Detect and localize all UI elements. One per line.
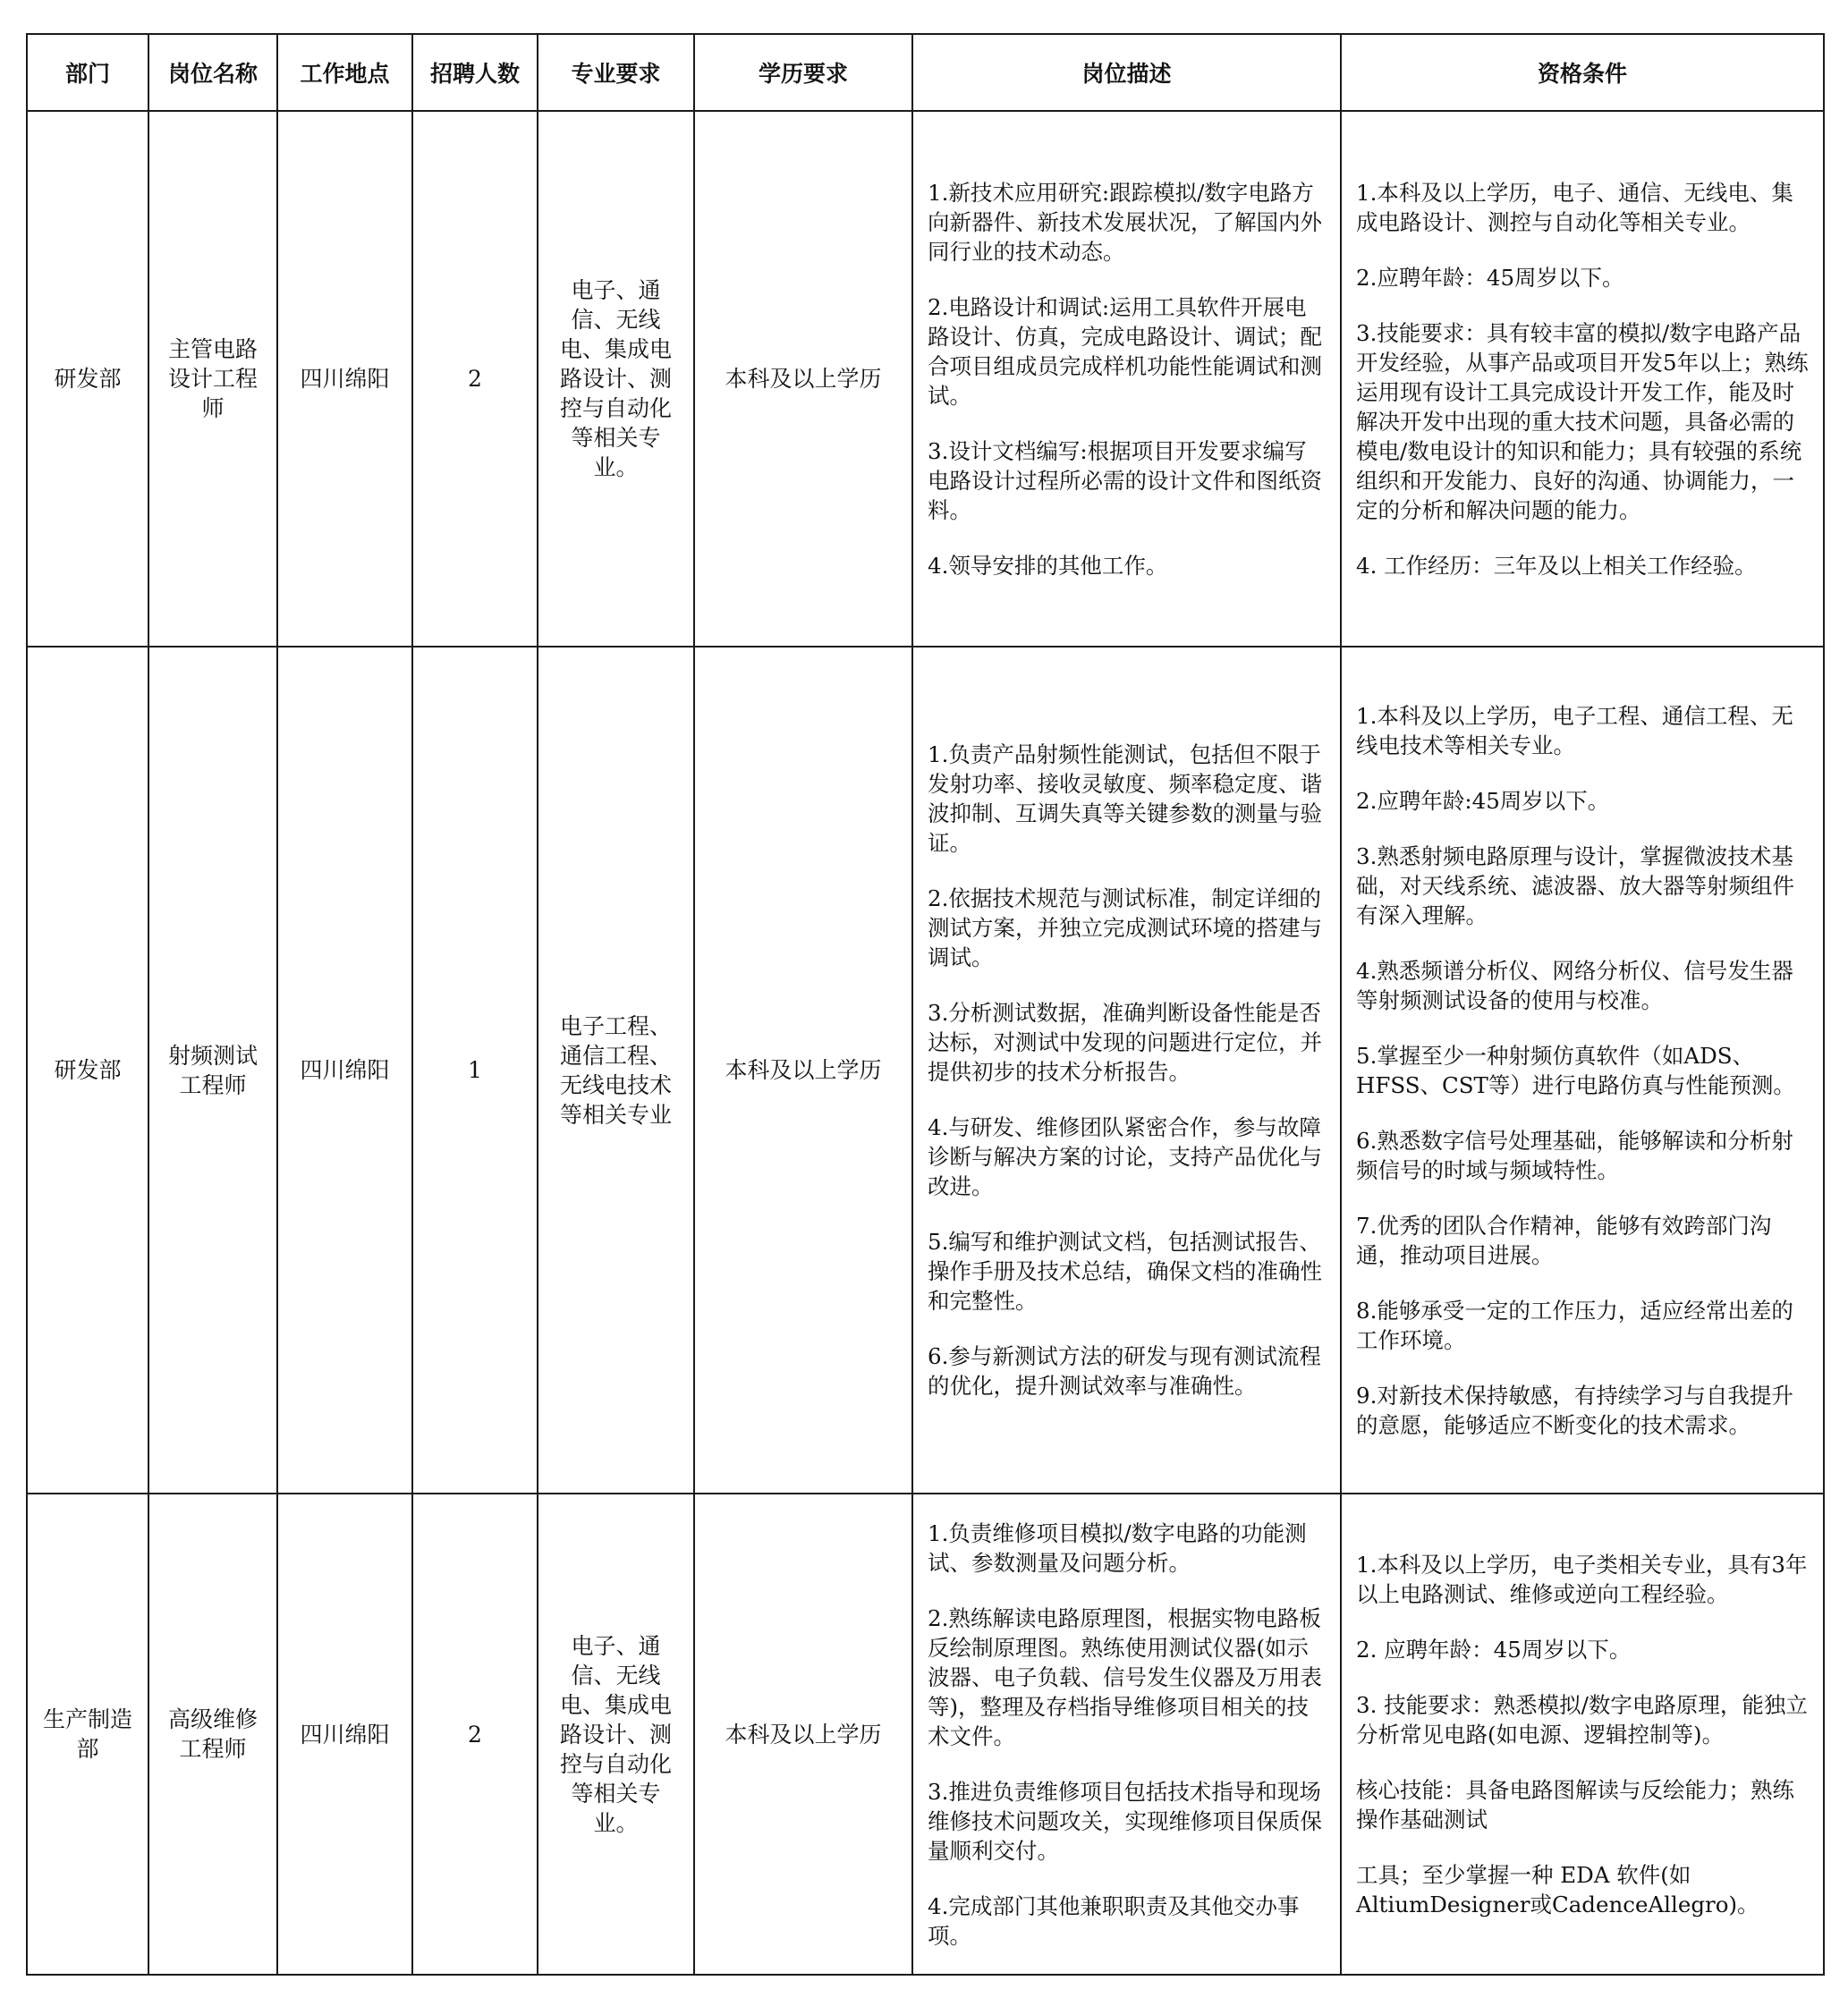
description-cell	[912, 111, 1341, 647]
qualification-item: 1.本科及以上学历，电子类相关专业，具有3年以上电路测试、维修或逆向工程经验。	[1356, 1551, 1808, 1607]
qualification-item: 5.掌握至少一种射频仿真软件（如ADS、HFSS、CST等）进行电路仿真与性能预测。	[1356, 1042, 1795, 1098]
headcount-cell: 2	[412, 111, 538, 647]
department-cell: 研发部	[27, 647, 148, 1494]
qualification-item: 9.对新技术保持敏感，有持续学习与自我提升的意愿，能够适应不断变化的技术需求。	[1356, 1382, 1793, 1438]
qualification-item: 6.熟悉数字信号处理基础，能够解读和分析射频信号的时域与频域特性。	[1356, 1127, 1793, 1183]
qualification-item: 核心技能：具备电路图解读与反绘能力；熟练操作基础测试	[1356, 1776, 1794, 1832]
major-cell: 电子、通信、无线电、集成电路设计、测控与自动化等相关专业。	[538, 1494, 694, 1975]
description-cell	[912, 647, 1341, 1494]
table-row	[27, 647, 1824, 1494]
qualification-item: 8.能够承受一定的工作压力，适应经常出差的工作环境。	[1356, 1297, 1793, 1353]
description-item: 2.电路设计和调试:运用工具软件开展电路设计、仿真，完成电路设计、调试；配合项目组成员完成样机功能性能调试和测试。	[928, 293, 1322, 409]
qualification-item: 3. 技能要求：熟悉模拟/数字电路原理，能独立分析常见电路(如电源、逻辑控制等)。	[1356, 1691, 1808, 1748]
table-row	[27, 111, 1824, 647]
qualification-item: 工具；至少掌握一种 EDA 软件(如AltiumDesigner或CadenceAllegro)。	[1356, 1861, 1759, 1917]
location-cell: 四川绵阳	[277, 111, 412, 647]
description-item: 4.领导安排的其他工作。	[928, 552, 1168, 579]
description-item: 1.新技术应用研究:跟踪模拟/数字电路方向新器件、新技术发展状况，了解国内外同行业的技术动态。	[928, 179, 1322, 265]
education-cell: 本科及以上学历	[694, 647, 912, 1494]
position-cell: 主管电路设计工程师	[148, 111, 277, 647]
headcount-cell: 1	[412, 647, 538, 1494]
description-item: 6.参与新测试方法的研发与现有测试流程的优化，提升测试效率与准确性。	[928, 1343, 1321, 1399]
qualification-item: 2.应聘年龄：45周岁以下。	[1356, 264, 1624, 291]
qualification-item: 2.应聘年龄:45周岁以下。	[1356, 787, 1610, 814]
table-row	[27, 1494, 1824, 1975]
qualification-item: 1.本科及以上学历，电子工程、通信工程、无线电技术等相关专业。	[1356, 702, 1793, 758]
description-item: 2.熟练解读电路原理图，根据实物电路板反绘制原理图。熟练使用测试仪器(如示波器、电子负载、信号发生仪器及万用表等)，整理及存档指导维修项目相关的技术文件。	[928, 1604, 1322, 1749]
description-cell	[912, 1494, 1341, 1975]
headcount-cell: 2	[412, 1494, 538, 1975]
header-major: 专业要求	[538, 34, 694, 111]
header-headcount: 招聘人数	[412, 34, 538, 111]
header-qualifications: 资格条件	[1341, 34, 1824, 111]
description-item: 1.负责产品射频性能测试，包括但不限于发射功率、接收灵敏度、频率稳定度、谐波抑制、互调失真等关键参数的测量与验证。	[928, 741, 1322, 856]
location-cell: 四川绵阳	[277, 1494, 412, 1975]
qualifications-cell	[1341, 1494, 1824, 1975]
description-item: 3.分析测试数据，准确判断设备性能是否达标，对测试中发现的问题进行定位，并提供初步的技术分析报告。	[928, 1000, 1322, 1085]
description-item: 2.依据技术规范与测试标准，制定详细的测试方案，并独立完成测试环境的搭建与调试。	[928, 885, 1322, 970]
header-description: 岗位描述	[912, 34, 1341, 111]
description-item: 3.推进负责维修项目包括技术指导和现场维修技术问题攻关，实现维修项目保质保量顺利交付。	[928, 1778, 1322, 1864]
department-cell: 生产制造部	[27, 1494, 148, 1975]
qualifications-cell	[1341, 111, 1824, 647]
description-item: 4.完成部门其他兼职职责及其他交办事项。	[928, 1892, 1300, 1949]
description-item: 5.编写和维护测试文档，包括测试报告、操作手册及技术总结，确保文档的准确性和完整性。	[928, 1229, 1322, 1314]
description-item: 4.与研发、维修团队紧密合作，参与故障诊断与解决方案的讨论，支持产品优化与改进。	[928, 1114, 1322, 1199]
header-row	[27, 34, 1824, 111]
qualification-item: 7.优秀的团队合作精神，能够有效跨部门沟通，推动项目进展。	[1356, 1212, 1772, 1268]
education-cell: 本科及以上学历	[694, 111, 912, 647]
qualification-item: 2. 应聘年龄：45周岁以下。	[1356, 1636, 1632, 1663]
header-education: 学历要求	[694, 34, 912, 111]
recruitment-table	[26, 33, 1825, 1976]
qualification-item: 4.熟悉频谱分析仪、网络分析仪、信号发生器等射频测试设备的使用与校准。	[1356, 957, 1793, 1013]
header-location: 工作地点	[277, 34, 412, 111]
qualification-item: 4. 工作经历：三年及以上相关工作经验。	[1356, 552, 1757, 579]
position-cell: 射频测试工程师	[148, 647, 277, 1494]
department-cell: 研发部	[27, 111, 148, 647]
qualification-item: 3.技能要求：具有较丰富的模拟/数字电路产品开发经验，从事产品或项目开发5年以上；熟练运用现有设计工具完成设计开发工作，能及时解决开发中出现的重大技术问题，具备必需的模电/数电设计的知识和能力；具有较强的系统组织和开发能力、良好的沟通、协调能力，一定的分析和解决问题的能力。	[1356, 319, 1809, 523]
position-cell: 高级维修工程师	[148, 1494, 277, 1975]
description-item: 1.负责维修项目模拟/数字电路的功能测试、参数测量及问题分析。	[928, 1519, 1307, 1576]
header-position: 岗位名称	[148, 34, 277, 111]
description-item: 3.设计文档编写:根据项目开发要求编写电路设计过程所必需的设计文件和图纸资料。	[928, 437, 1322, 523]
education-cell: 本科及以上学历	[694, 1494, 912, 1975]
qualification-item: 3.熟悉射频电路原理与设计，掌握微波技术基础，对天线系统、滤波器、放大器等射频组件有深入理解。	[1356, 842, 1794, 928]
major-cell: 电子工程、通信工程、无线电技术等相关专业	[538, 647, 694, 1494]
qualification-item: 1.本科及以上学历，电子、通信、无线电、集成电路设计、测控与自动化等相关专业。	[1356, 179, 1793, 235]
major-cell: 电子、通信、无线电、集成电路设计、测控与自动化等相关专业。	[538, 111, 694, 647]
qualifications-cell	[1341, 647, 1824, 1494]
header-department: 部门	[27, 34, 148, 111]
location-cell: 四川绵阳	[277, 647, 412, 1494]
